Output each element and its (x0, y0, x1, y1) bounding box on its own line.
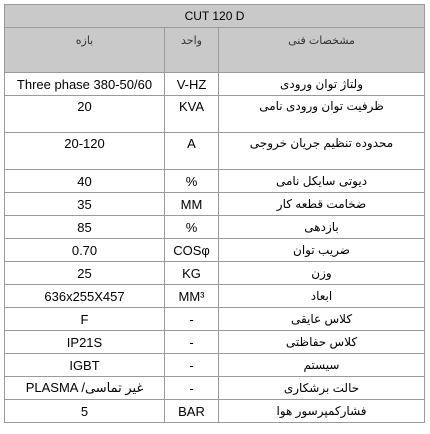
table-row (5, 170, 425, 193)
cell-param: حالت برشکاری (219, 377, 425, 400)
cell-param: فشارکمپرسور هوا (219, 400, 425, 423)
cell-value: 20 (5, 96, 165, 133)
cell-param: کلاس عایقی (219, 308, 425, 331)
cell-unit: - (165, 354, 219, 377)
table-row (5, 239, 425, 262)
cell-param: ولتاژ توان ورودی (219, 73, 425, 96)
cell-unit: MM (165, 193, 219, 216)
table-row (5, 262, 425, 285)
cell-param: ضریب توان (219, 239, 425, 262)
cell-unit: V-HZ (165, 73, 219, 96)
table-title: CUT 120 D (5, 5, 425, 28)
spec-table (4, 4, 425, 423)
cell-unit: KG (165, 262, 219, 285)
cell-param: ظرفیت توان ورودی نامی (219, 96, 425, 133)
header-value: بازه (5, 28, 165, 73)
table-row (5, 400, 425, 423)
cell-param: کلاس حفاظتی (219, 331, 425, 354)
cell-unit: % (165, 170, 219, 193)
cell-unit: - (165, 377, 219, 400)
cell-value: 35 (5, 193, 165, 216)
cell-param: ضخامت قطعه کار (219, 193, 425, 216)
cell-value: PLASMA /غیر تماسی (5, 377, 165, 400)
table-row (5, 377, 425, 400)
cell-param: سیستم (219, 354, 425, 377)
cell-param: وزن (219, 262, 425, 285)
cell-value: 85 (5, 216, 165, 239)
cell-param: دیوتی سایکل نامی (219, 170, 425, 193)
table-row (5, 193, 425, 216)
cell-unit: BAR (165, 400, 219, 423)
cell-value: 0.70 (5, 239, 165, 262)
cell-value: Three phase 380-50/60 (5, 73, 165, 96)
table-row (5, 96, 425, 133)
cell-value: 636x255X457 (5, 285, 165, 308)
cell-unit: KVA (165, 96, 219, 133)
header-unit: واحد (165, 28, 219, 73)
cell-unit: % (165, 216, 219, 239)
cell-value: IP21S (5, 331, 165, 354)
cell-unit: COSφ (165, 239, 219, 262)
table-row (5, 354, 425, 377)
cell-param: محدوده تنظیم جریان خروجی (219, 133, 425, 170)
cell-value: IGBT (5, 354, 165, 377)
cell-unit: A (165, 133, 219, 170)
table-row (5, 133, 425, 170)
table-row (5, 308, 425, 331)
cell-param: بازدهی (219, 216, 425, 239)
header-row (5, 28, 425, 73)
table-row (5, 216, 425, 239)
cell-param: ابعاد (219, 285, 425, 308)
cell-unit: MM³ (165, 285, 219, 308)
header-param: مشخصات فنی (219, 28, 425, 73)
cell-unit: - (165, 331, 219, 354)
table-row (5, 331, 425, 354)
cell-value: 40 (5, 170, 165, 193)
table-row (5, 73, 425, 96)
cell-value: F (5, 308, 165, 331)
title-row (5, 5, 425, 28)
cell-value: 20-120 (5, 133, 165, 170)
cell-unit: - (165, 308, 219, 331)
cell-value: 25 (5, 262, 165, 285)
cell-value: 5 (5, 400, 165, 423)
table-row (5, 285, 425, 308)
